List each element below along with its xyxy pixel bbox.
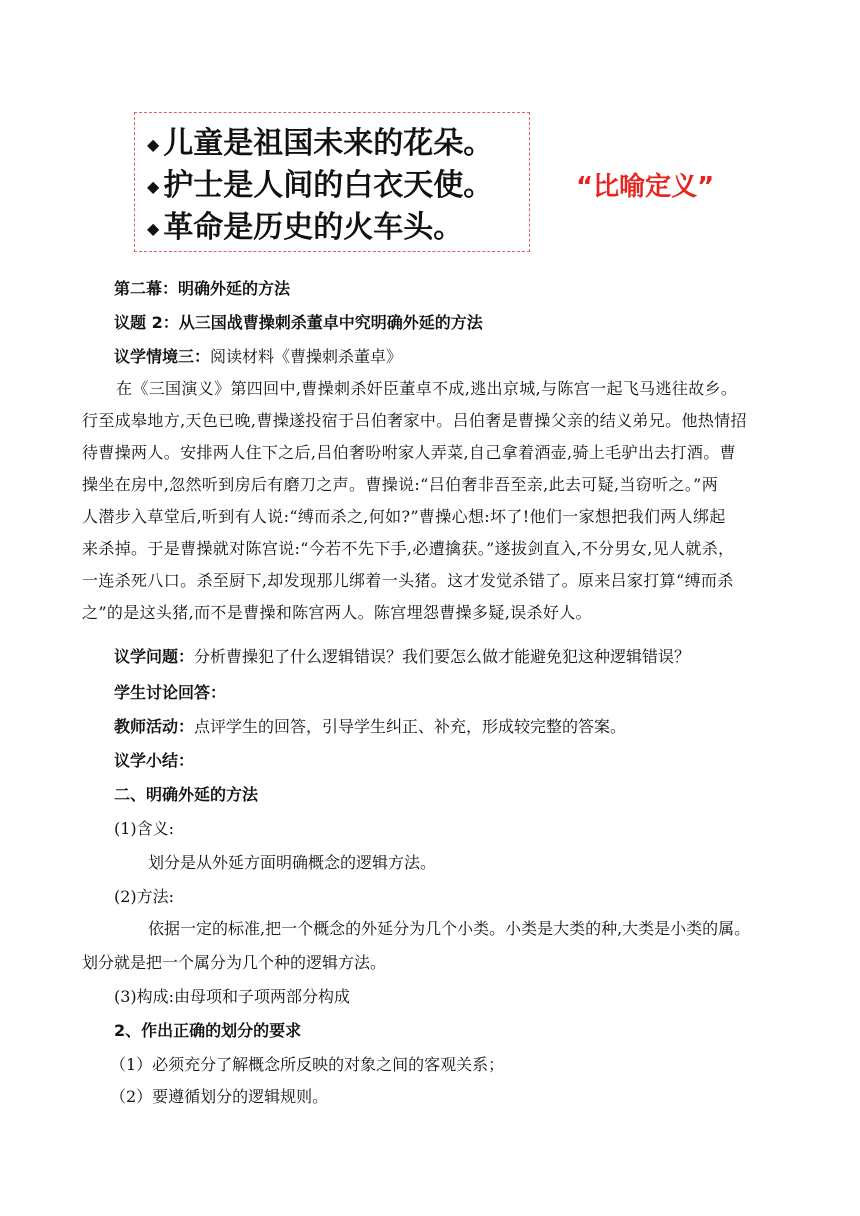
story-line: 一连杀死八口。杀至厨下,却发现那儿绑着一头猪。这才发觉杀错了。原来吕家打算“缚而杀 [82, 571, 734, 590]
teacher-activity-label: 教师活动： [114, 717, 195, 736]
teacher-activity-line [114, 717, 626, 737]
example-line-1: ◆ 儿童是祖国未来的花朵。 [147, 126, 494, 161]
story-line: 待曹操两人。安排两人住下之后,吕伯奢吩咐家人弄菜,自己拿着酒壶,骑上毛驴出去打酒。曹 [82, 443, 736, 462]
summary-label: 议学小结： [114, 751, 195, 770]
diamond-bullet-icon: ◆ [147, 218, 160, 238]
metaphor-definition-label: “比喻定义” [576, 172, 715, 202]
story-line: 之”的是这头猪,而不是曹操和陈宫两人。陈宫埋怨曹操多疑,误杀好人。 [82, 603, 592, 622]
student-discussion-label: 学生讨论回答： [114, 683, 227, 702]
teacher-activity-text: 点评学生的回答，引导学生纠正、补充，形成较完整的答案。 [194, 717, 627, 736]
diamond-bullet-icon: ◆ [147, 176, 160, 196]
topic2-title: 议题 2：从三国战曹操刺杀董卓中究明确外延的方法 [114, 313, 483, 332]
story-line: 人潜步入草堂后,听到有人说:“缚而杀之,何如?”曹操心想:坏了!他们一家想把我们两人绑起 [82, 507, 726, 526]
story-line: 在《三国演义》第四回中,曹操刺杀奸臣董卓不成,逃出京城,与陈宫一起飞马逃往故乡。 [116, 379, 738, 398]
example-line-3: ◆ 革命是历史的火车头。 [147, 210, 464, 245]
requirement-item: （1）必须充分了解概念所反映的对象之间的客观关系； [110, 1055, 505, 1074]
definition-examples-box [134, 112, 530, 252]
method-label: (2)方法: [114, 887, 175, 906]
scenario-label: 议学情境三： [114, 347, 211, 366]
diamond-bullet-icon: ◆ [147, 134, 160, 154]
meaning-label: (1)含义: [114, 819, 175, 838]
requirement-item: （2）要遵循划分的逻辑规则。 [110, 1087, 329, 1106]
question-label: 议学问题： [114, 647, 195, 666]
requirements-title: 2、作出正确的划分的要求 [114, 1021, 302, 1040]
question-line [114, 647, 690, 667]
example-line-2: ◆ 护士是人间的白衣天使。 [147, 168, 494, 203]
section2-title: 二、明确外延的方法 [114, 785, 259, 804]
story-line: 操坐在房中,忽然听到房后有磨刀之声。曹操说:“吕伯奢非吾至亲,此去可疑,当窃听之。”两 [82, 475, 719, 494]
scenario-line [114, 347, 402, 367]
story-line: 来杀掉。于是曹操就对陈宫说:“今若不先下手,必遭擒获。”遂拔剑直入,不分男女,见人就杀， [82, 539, 735, 558]
scenario-text: 阅读材料《曹操刺杀董卓》 [210, 347, 403, 366]
act2-title: 第二幕：明确外延的方法 [114, 279, 291, 298]
method-line: 依据一定的标准,把一个概念的外延分为几个小类。小类是大类的种,大类是小类的属。 [148, 919, 751, 938]
story-line: 行至成皋地方,天色已晚,曹操遂投宿于吕伯奢家中。吕伯奢是曹操父亲的结义弟兄。他热情招 [82, 411, 747, 430]
method-line: 划分就是把一个属分为几个种的逻辑方法。 [82, 953, 387, 972]
composition-line: (3)构成:由母项和子项两部分构成 [114, 987, 351, 1006]
meaning-text: 划分是从外延方面明确概念的逻辑方法。 [148, 853, 437, 872]
question-text: 分析曹操犯了什么逻辑错误？我们要怎么做才能避免犯这种逻辑错误？ [194, 647, 691, 666]
